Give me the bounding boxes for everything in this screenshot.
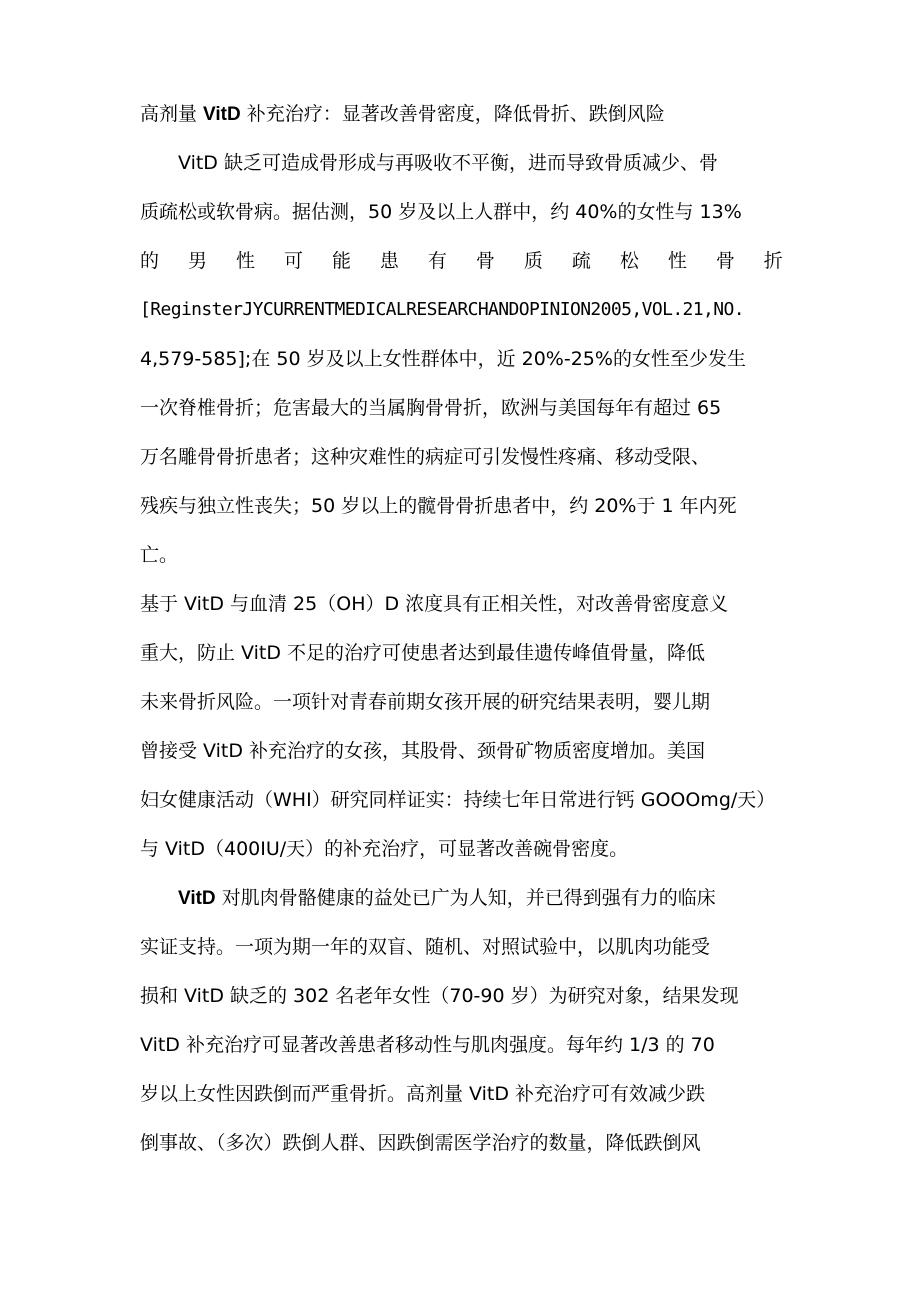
paragraph-2-line-3: 未来骨折风险。一项针对青春前期女孩开展的研究结果表明，婴儿期 xyxy=(140,691,711,713)
document-heading xyxy=(140,102,665,127)
justified-char: 骨 xyxy=(715,250,735,272)
heading-suffix: 补充治疗：显著改善骨密度，降低骨折、跌倒风险 xyxy=(240,103,665,125)
paragraph-1-line-3 xyxy=(140,249,783,273)
paragraph-1-line-2: 质疏松或软骨病。据估测，50 岁及以上人群中，约 40%的女性与 13% xyxy=(140,201,742,223)
justified-char: 性 xyxy=(235,250,255,272)
heading-bold-term: VitD xyxy=(203,104,241,125)
paragraph-3-line-6: 倒事故、（多次）跌倒人群、因跌倒需医学治疗的数量，降低跌倒风 xyxy=(140,1132,701,1154)
justified-char: 松 xyxy=(619,250,639,272)
heading-prefix: 高剂量 xyxy=(140,103,204,125)
justified-char: 可 xyxy=(283,250,303,272)
paragraph-3-line-2: 实证支持。一项为期一年的双盲、随机、对照试验中，以肌肉功能受 xyxy=(140,936,711,958)
paragraph-2-line-5: 妇女健康活动（WHI）研究同样证实：持续七年日常进行钙 GOOOmg/天） xyxy=(140,789,776,811)
justified-char: 有 xyxy=(427,250,447,272)
paragraph-1-line-9: 亡。 xyxy=(140,544,179,566)
paragraph-2-line-6: 与 VitD（400IU/天）的补充治疗，可显著改善碗骨密度。 xyxy=(140,838,629,860)
justified-char: 的 xyxy=(140,250,160,272)
paragraph-2-line-2: 重大，防止 VitD 不足的治疗可使患者达到最佳遗传峰值骨量，降低 xyxy=(140,642,706,664)
justified-char: 男 xyxy=(187,250,207,272)
paragraph-3-line-3: 损和 VitD 缺乏的 302 名老年女性（70-90 岁）为研究对象，结果发现 xyxy=(140,985,739,1007)
paragraph-1-line-8: 残疾与独立性丧失；50 岁以上的髋骨骨折患者中，约 20%于 1 年内死 xyxy=(140,495,737,517)
paragraph-1-line-5: 4,579-585];在 50 岁及以上女性群体中，近 20%-25%的女性至少发生 xyxy=(140,348,746,370)
paragraph-3-line-5: 岁以上女性因跌倒而严重骨折。高剂量 VitD 补充治疗可有效减少跌 xyxy=(140,1083,706,1105)
paragraph-3-line-1-text: 对肌肉骨骼健康的益处已广为人知，并已得到强有力的临床 xyxy=(215,887,716,909)
justified-char: 折 xyxy=(763,250,783,272)
justified-char: 能 xyxy=(331,250,351,272)
paragraph-3-line-4: VitD 补充治疗可显著改善患者移动性与肌肉强度。每年约 1/3 的 70 xyxy=(140,1034,715,1056)
justified-char: 质 xyxy=(523,250,543,272)
justified-char: 患 xyxy=(379,250,399,272)
paragraph-1-line-4: [ReginsterJYCURRENTMEDICALRESEARCHANDOPINION2005,VOL.21,NO. xyxy=(140,299,744,320)
paragraph-1-line-1: VitD 缺乏可造成骨形成与再吸收不平衡，进而导致骨质减少、骨 xyxy=(178,152,718,174)
justified-char: 性 xyxy=(667,250,687,272)
paragraph-3-bold-term: VitD xyxy=(178,888,216,909)
paragraph-1-line-7: 万名雕骨骨折患者；这种灾难性的病症可引发慢性疼痛、移动受限、 xyxy=(140,446,711,468)
paragraph-2-line-4: 曾接受 VitD 补充治疗的女孩，其股骨、颈骨矿物质密度增加。美国 xyxy=(140,740,706,762)
justified-char: 骨 xyxy=(475,250,495,272)
justified-char: 疏 xyxy=(571,250,591,272)
paragraph-2-line-1: 基于 VitD 与血清 25（OH）D 浓度具有正相关性，对改善骨密度意义 xyxy=(140,593,729,615)
paragraph-3-line-1 xyxy=(178,886,716,911)
paragraph-1-line-6: 一次脊椎骨折；危害最大的当属胸骨骨折，欧洲与美国每年有超过 65 xyxy=(140,397,722,419)
